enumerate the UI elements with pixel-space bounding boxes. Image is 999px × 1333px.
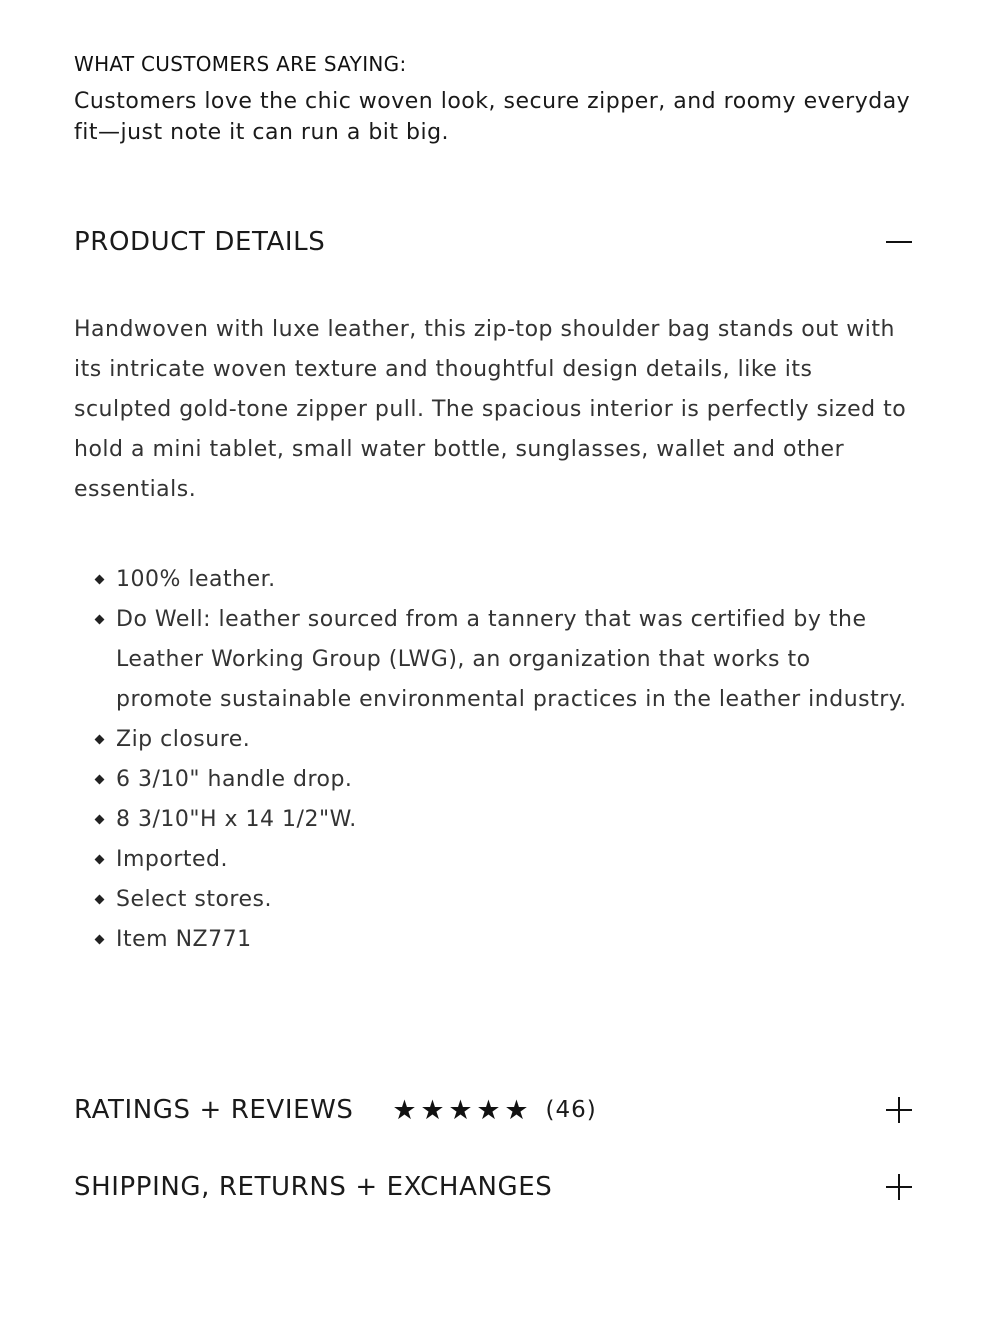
list-item: 6 3/10" handle drop. xyxy=(116,760,912,800)
ratings-reviews-title: RATINGS + REVIEWS xyxy=(74,1095,354,1125)
star-icon: ★ xyxy=(504,1094,531,1126)
diamond-bullet-icon xyxy=(95,815,105,825)
star-rating-stars xyxy=(392,1095,532,1126)
star-rating[interactable] xyxy=(392,1095,597,1126)
diamond-bullet-icon xyxy=(95,895,105,905)
customer-summary xyxy=(74,50,912,148)
product-details-title: PRODUCT DETAILS xyxy=(74,227,326,257)
list-item: Select stores. xyxy=(116,880,912,920)
customer-summary-heading: WHAT CUSTOMERS ARE SAYING: xyxy=(74,52,407,76)
star-icon: ★ xyxy=(448,1094,475,1126)
plus-icon[interactable] xyxy=(886,1174,912,1200)
list-item: 100% leather. xyxy=(116,560,912,600)
customer-summary-text: Customers love the chic woven look, secure zipper, and roomy everyday fit—just note it can run a bit big. xyxy=(74,89,911,145)
diamond-bullet-icon xyxy=(95,935,105,945)
diamond-bullet-icon xyxy=(95,575,105,585)
diamond-bullet-icon xyxy=(95,855,105,865)
star-icon: ★ xyxy=(476,1094,503,1126)
ratings-reviews-header[interactable] xyxy=(74,1090,912,1130)
list-item: Do Well: leather sourced from a tannery that was certified by the Leather Working Group (LWG), an organization that works to promote sustainable environmental practices in the leather industry. xyxy=(116,600,912,720)
shipping-returns-header[interactable] xyxy=(74,1167,912,1207)
shipping-returns-title: SHIPPING, RETURNS + EXCHANGES xyxy=(74,1172,553,1202)
diamond-bullet-icon xyxy=(95,735,105,745)
list-item: Item NZ771 xyxy=(116,920,912,960)
list-item: 8 3/10"H x 14 1/2"W. xyxy=(116,800,912,840)
product-details-header[interactable] xyxy=(74,222,912,262)
minus-icon[interactable] xyxy=(886,229,912,255)
star-icon: ★ xyxy=(392,1094,419,1126)
star-icon: ★ xyxy=(420,1094,447,1126)
product-description: Handwoven with luxe leather, this zip-top shoulder bag stands out with its intricate woven texture and thoughtful design details, like its sculpted gold-tone zipper pull. The spacious interior is perfectly sized to hold a mini tablet, small water bottle, sunglasses, wallet and other essentials. xyxy=(74,317,907,502)
list-item: Zip closure. xyxy=(116,720,912,760)
diamond-bullet-icon xyxy=(95,615,105,625)
product-details-list xyxy=(74,560,912,960)
review-count: (46) xyxy=(545,1097,597,1123)
list-item: Imported. xyxy=(116,840,912,880)
diamond-bullet-icon xyxy=(95,775,105,785)
plus-icon[interactable] xyxy=(886,1097,912,1123)
product-details-body xyxy=(74,310,912,960)
